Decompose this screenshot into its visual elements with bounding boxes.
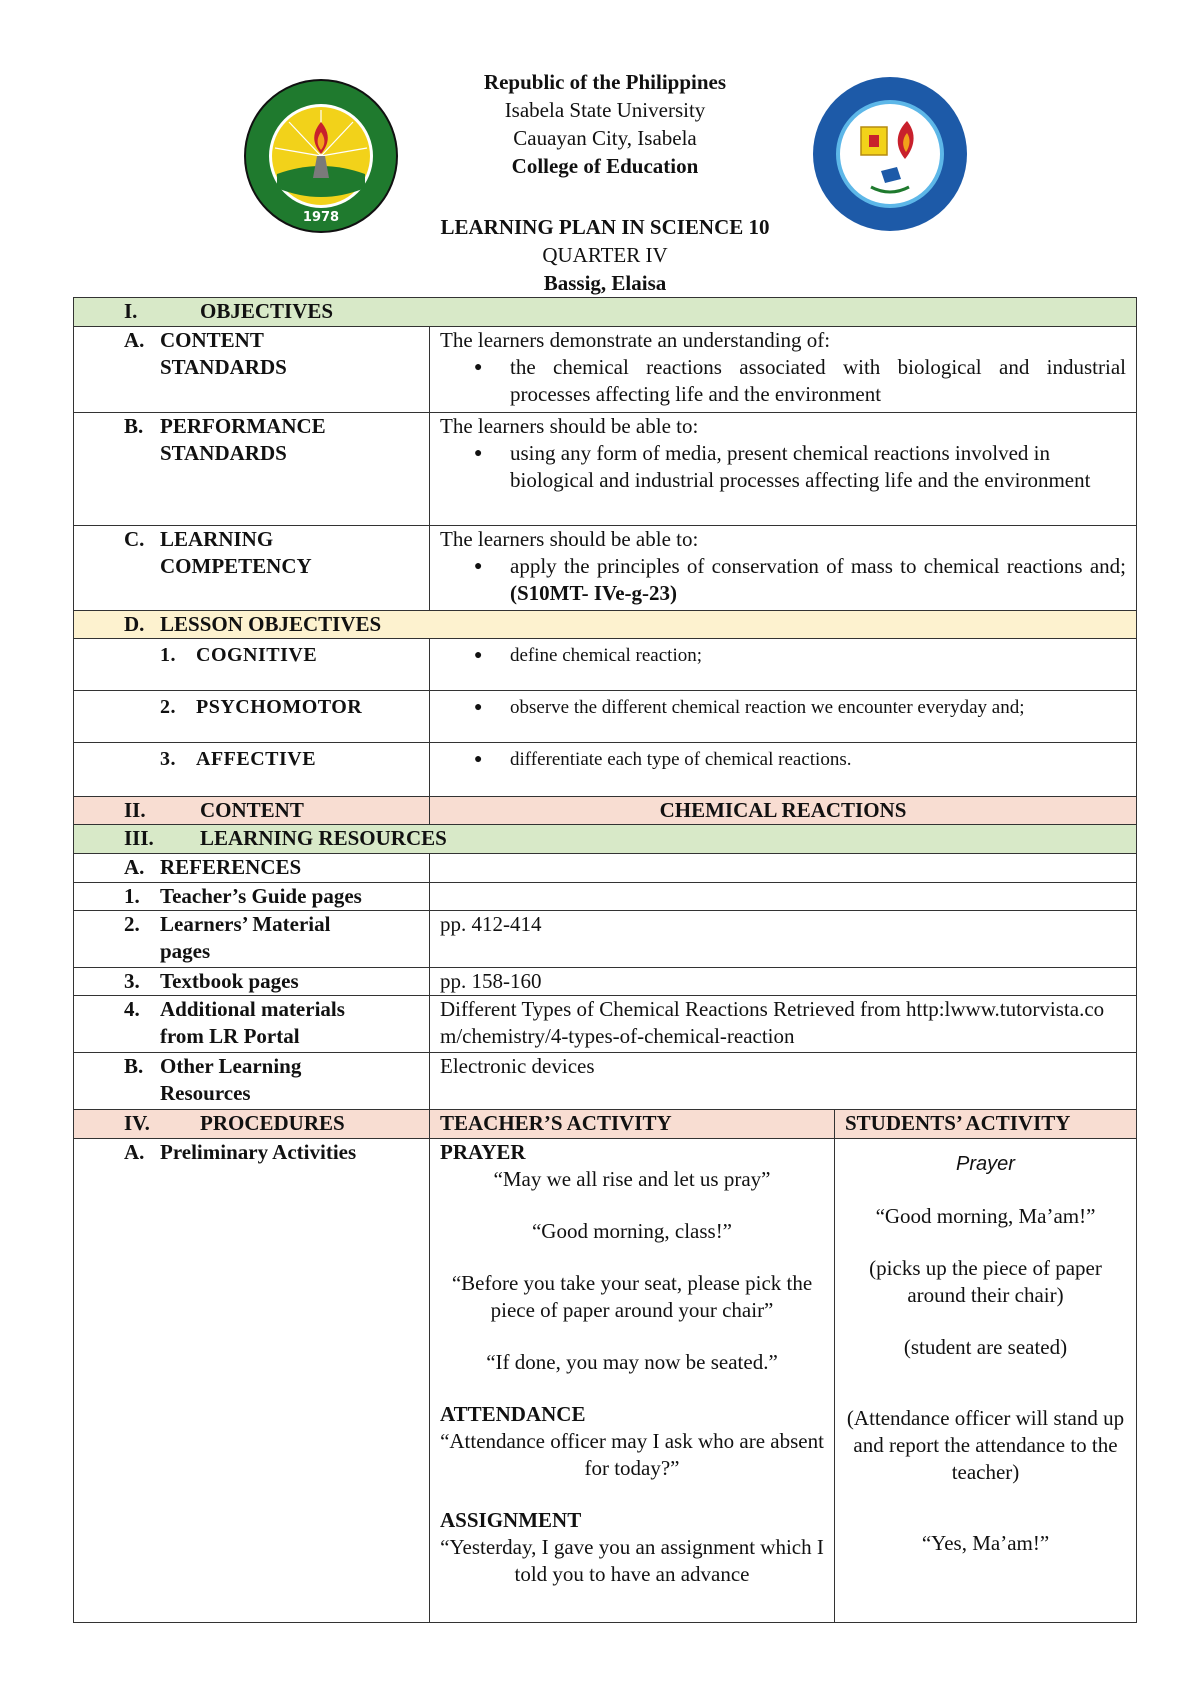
learning-competency-intro: The learners should be able to: xyxy=(440,527,699,551)
procedures-label: PROCEDURES xyxy=(200,1111,345,1135)
teacher-prayer-line: “May we all rise and let us pray” xyxy=(493,1167,771,1191)
student-yes-maam: “Yes, Ma’am!” xyxy=(921,1531,1050,1555)
objectives-heading xyxy=(84,298,1126,325)
objectives-number: I. xyxy=(124,299,138,323)
teacher-attendance-line: “Attendance officer may I ask who are absent for today?” xyxy=(440,1429,824,1480)
quarter-label: QUARTER IV xyxy=(542,243,668,267)
content-standards-bullet: ● the chemical reactions associated with biological and industrial processes affecting life and the environment xyxy=(510,354,1126,408)
references-row xyxy=(74,854,1137,883)
student-prayer: Prayer xyxy=(956,1153,1015,1175)
resource-3-value: pp. 158-160 xyxy=(430,968,1137,996)
resource-2-label: Learners’ Material pages xyxy=(160,912,331,963)
resource-1-number: 1. xyxy=(124,884,140,908)
content-standards-label-1: CONTENT xyxy=(160,328,264,352)
attendance-heading: ATTENDANCE xyxy=(440,1402,586,1426)
plan-title: LEARNING PLAN IN SCIENCE 10 xyxy=(440,215,770,239)
resource-row xyxy=(74,968,1137,996)
preliminary-activities-row xyxy=(74,1139,1137,1623)
objective-1-text: ● define chemical reaction; xyxy=(510,642,1126,669)
lesson-objective-row xyxy=(74,743,1137,797)
institution-block xyxy=(370,68,840,180)
teacher-activity-header: TEACHER’S ACTIVITY xyxy=(430,1110,835,1139)
teacher-pick-paper-line: “Before you take your seat, please pick the piece of paper around your chair” xyxy=(451,1271,813,1322)
learning-competency-row xyxy=(74,526,1137,611)
resource-row xyxy=(74,883,1137,911)
resource-3-label: Textbook pages xyxy=(160,969,299,993)
learning-competency-bullet: apply the principles of conservation of mass to chemical reactions and; xyxy=(510,554,1126,578)
other-resources-label: Other Learning Resources xyxy=(160,1054,302,1105)
content-standards-intro: The learners demonstrate an understanding of: xyxy=(440,328,831,352)
resource-4-number: 4. xyxy=(124,997,140,1021)
content-standards-label-2: STANDARDS xyxy=(160,355,287,379)
objectives-header-row xyxy=(74,298,1137,327)
learning-competency-label-2: COMPETENCY xyxy=(160,554,312,578)
content-label: CONTENT xyxy=(200,798,304,822)
content-row xyxy=(74,797,1137,825)
objective-2-number: 2. xyxy=(160,696,176,718)
lesson-objectives-number: D. xyxy=(124,612,145,636)
resource-4-label: Additional materials from LR Portal xyxy=(160,997,345,1048)
performance-standards-intro: The learners should be able to: xyxy=(440,414,699,438)
student-greeting: “Good morning, Ma’am!” xyxy=(875,1204,1096,1228)
objective-2-text: ● observe the different chemical reaction we encounter everyday and; xyxy=(510,694,1126,721)
references-label: REFERENCES xyxy=(160,855,302,879)
document-header xyxy=(0,0,1200,300)
performance-standards-row xyxy=(74,413,1137,526)
resource-row xyxy=(74,911,1137,968)
content-standards-number: A. xyxy=(124,328,145,352)
objectives-label: OBJECTIVES xyxy=(200,299,334,323)
lesson-objectives-header-row xyxy=(74,611,1137,639)
student-activity-header: STUDENTS’ ACTIVITY xyxy=(835,1110,1137,1139)
performance-standards-bullet: ● using any form of media, present chemical reactions involved in biological and industrial processes affecting life and the environment xyxy=(510,440,1114,494)
objective-1-label: COGNITIVE xyxy=(196,644,318,666)
learning-competency-number: C. xyxy=(124,527,145,551)
prayer-heading: PRAYER xyxy=(440,1140,526,1164)
objective-2-label: PSYCHOMOTOR xyxy=(196,696,363,718)
lesson-objective-row xyxy=(74,639,1137,691)
lesson-objective-row xyxy=(74,691,1137,743)
objective-3-number: 3. xyxy=(160,748,176,770)
learning-resources-header-row xyxy=(74,825,1137,854)
college-line: College of Education xyxy=(511,154,699,178)
other-resources-row xyxy=(74,1053,1137,1110)
procedures-header-row xyxy=(74,1110,1137,1139)
objective-3-label: AFFECTIVE xyxy=(196,748,317,770)
content-number: II. xyxy=(124,798,146,822)
other-resources-number: B. xyxy=(124,1054,144,1078)
student-activity-cell xyxy=(835,1139,1137,1623)
content-value: CHEMICAL REACTIONS xyxy=(430,797,1137,825)
preliminary-label: Preliminary Activities xyxy=(160,1140,357,1164)
resource-4-value: Different Types of Chemical Reactions Retrieved from http:lwww.tutorvista.com/chemistry/4-types-of-chemical-reaction xyxy=(430,996,1137,1053)
preliminary-number: A. xyxy=(124,1140,145,1164)
content-standards-row xyxy=(74,327,1137,413)
performance-standards-label-2: STANDARDS xyxy=(160,441,287,465)
plan-title-block xyxy=(370,213,840,297)
resource-1-value xyxy=(430,883,1137,911)
city-line: Cauayan City, Isabela xyxy=(513,126,697,150)
college-of-education-logo xyxy=(811,75,969,233)
teacher-greeting-line: “Good morning, class!” xyxy=(531,1219,733,1243)
performance-standards-label-1: PERFORMANCE xyxy=(160,414,326,438)
isu-seal-year: 1978 xyxy=(302,210,340,225)
learning-plan-table xyxy=(73,297,1137,1623)
procedures-number: IV. xyxy=(124,1111,150,1135)
objective-3-text: ● differentiate each type of chemical reactions. xyxy=(510,746,1126,773)
references-number: A. xyxy=(124,855,145,879)
teacher-activity-cell xyxy=(430,1139,835,1623)
learning-competency-label-1: LEARNING xyxy=(160,527,274,551)
assignment-heading: ASSIGNMENT xyxy=(440,1508,582,1532)
student-seated: (student are seated) xyxy=(903,1335,1068,1359)
resource-3-number: 3. xyxy=(124,969,140,993)
university-line: Isabela State University xyxy=(504,98,706,122)
author-name: Bassig, Elaisa xyxy=(543,271,667,295)
resource-1-label: Teacher’s Guide pages xyxy=(160,884,362,908)
objective-1-number: 1. xyxy=(160,644,176,666)
resource-row xyxy=(74,996,1137,1053)
student-pick-paper: (picks up the piece of paper around their chair) xyxy=(869,1256,1102,1307)
lesson-objectives-label: LESSON OBJECTIVES xyxy=(160,612,382,636)
student-attendance: (Attendance officer will stand up and report the attendance to the teacher) xyxy=(846,1406,1125,1484)
teacher-seated-line: “If done, you may now be seated.” xyxy=(486,1350,778,1374)
learning-resources-number: III. xyxy=(124,826,154,850)
performance-standards-number: B. xyxy=(124,414,144,438)
republic-line: Republic of the Philippines xyxy=(483,70,727,94)
other-resources-value: Electronic devices xyxy=(430,1053,1137,1110)
learning-competency-code: (S10MT- IVe-g-23) xyxy=(510,581,678,605)
teacher-assignment-line: “Yesterday, I gave you an assignment which I told you to have an advance xyxy=(440,1535,824,1586)
resource-2-number: 2. xyxy=(124,912,140,936)
learning-resources-label: LEARNING RESOURCES xyxy=(200,826,447,850)
resource-2-value: pp. 412-414 xyxy=(430,911,1137,968)
